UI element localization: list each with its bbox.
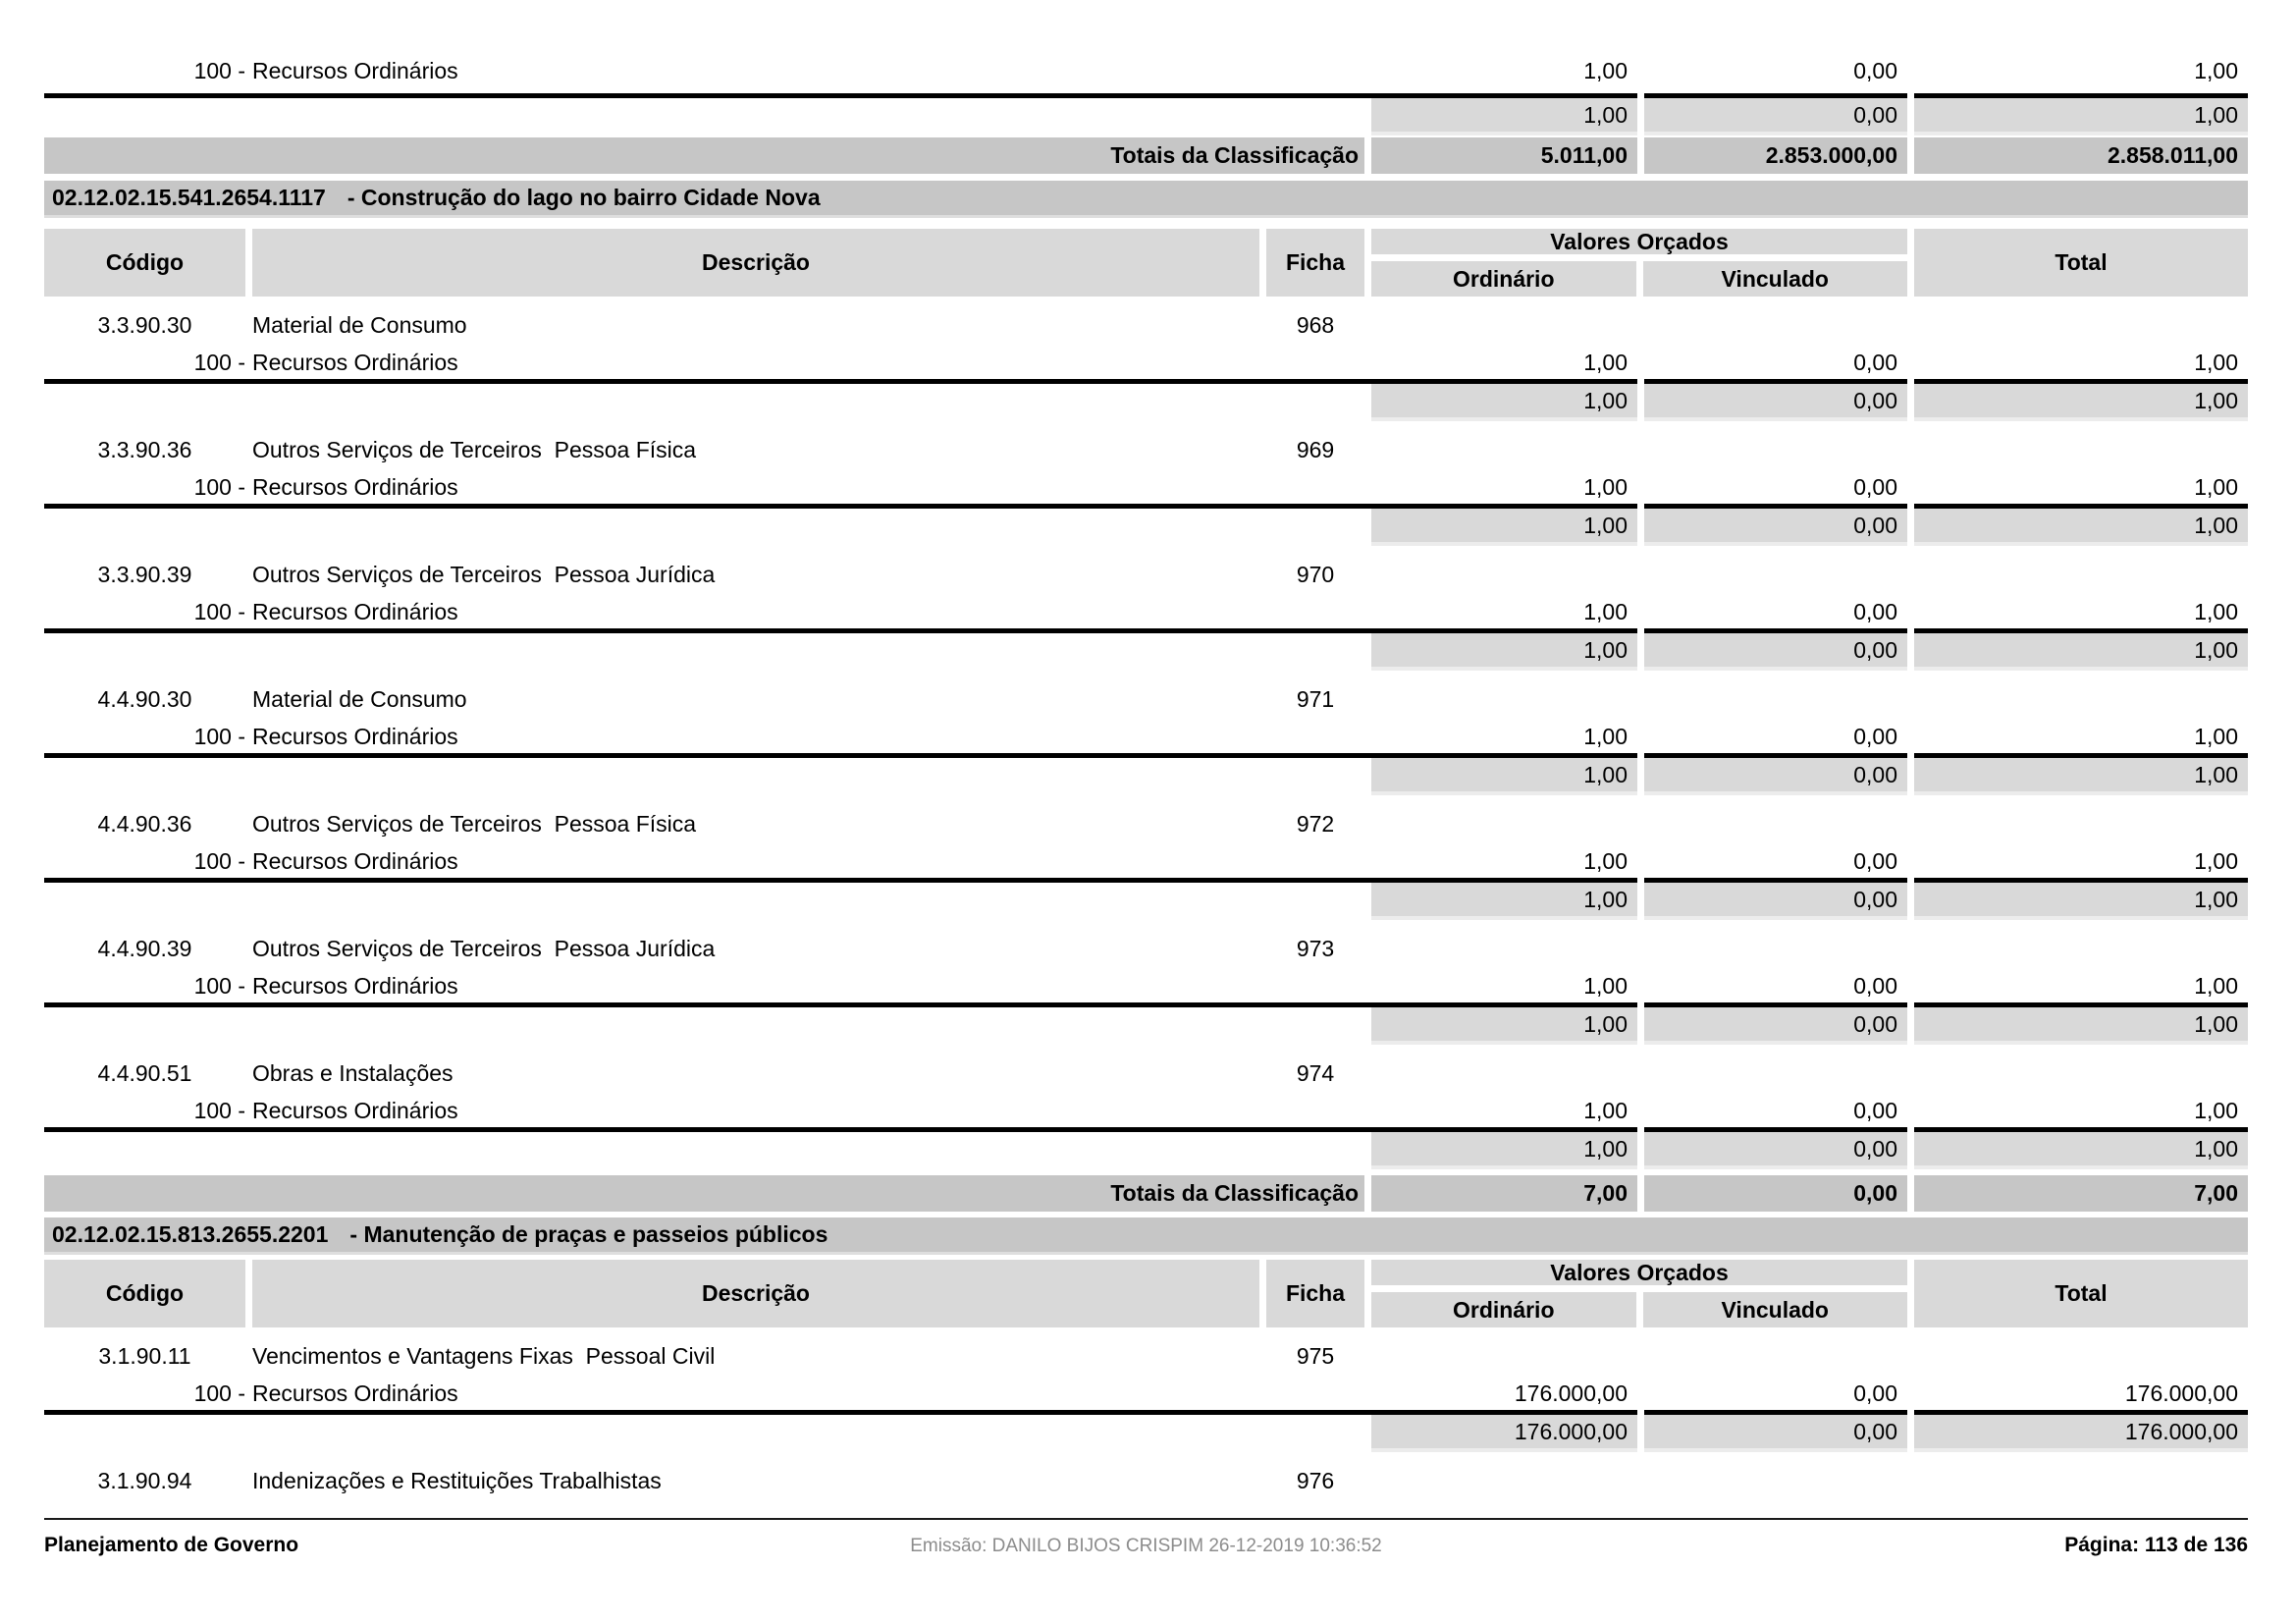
source-code: 100 -: [193, 350, 245, 375]
total-value: 1,00: [2194, 724, 2238, 749]
vinculado-value: 0,00: [1853, 724, 1897, 749]
subtotal-vinculado: 0,00: [1644, 758, 1907, 795]
subtotal-row: [0, 883, 2296, 920]
subtotal-spacer: [44, 98, 1364, 135]
source-code: 100 -: [193, 724, 245, 749]
total-value: 1,00: [2194, 350, 2238, 375]
ordinario-value: 1,00: [1583, 350, 1628, 375]
codigo: 4.4.90.30: [97, 686, 192, 712]
subtotal-vinculado: 0,00: [1644, 384, 1907, 421]
col-total: Total: [1914, 1260, 2248, 1327]
source-name: Recursos Ordinários: [252, 599, 458, 624]
subtotal-vinculado: 0,00: [1644, 883, 1907, 920]
totals-label: Totais da Classificação: [44, 1175, 1364, 1212]
subtotal-ordinario: 1,00: [1371, 758, 1637, 795]
subtotal-ordinario: 1,00: [1371, 633, 1637, 671]
vinculado-value: 0,00: [1853, 1380, 1897, 1406]
subtotal-total: 1,00: [1914, 1007, 2248, 1045]
col-descricao: Descrição: [252, 229, 1259, 297]
vinculado-value: 0,00: [1853, 350, 1897, 375]
totals-total: 7,00: [1914, 1175, 2248, 1212]
subtotal-ordinario: 1,00: [1371, 1007, 1637, 1045]
source-name: Recursos Ordinários: [252, 1380, 458, 1406]
subtotal-total: 1,00: [1914, 98, 2248, 135]
subtotal-total: 1,00: [1914, 509, 2248, 546]
emission-info: Emissão: DANILO BIJOS CRISPIM 26-12-2019 10:36:52: [910, 1536, 1382, 1556]
section-header: [44, 1217, 2248, 1255]
ordinario-value: 1,00: [1583, 973, 1628, 999]
source-code: 100 -: [193, 474, 245, 500]
codigo: 3.1.90.11: [98, 1343, 191, 1369]
codigo: 4.4.90.39: [97, 936, 192, 961]
expense-row: [0, 421, 2296, 462]
source-code: 100 -: [193, 1098, 245, 1123]
col-ficha: Ficha: [1266, 1260, 1364, 1327]
codigo: 4.4.90.51: [97, 1060, 192, 1086]
expense-row: [0, 297, 2296, 338]
subtotal-row: [0, 1415, 2296, 1452]
source-name: Recursos Ordinários: [252, 973, 458, 999]
subtotal-total: 176.000,00: [1914, 1415, 2248, 1452]
source-row: [0, 587, 2296, 624]
page-footer: [44, 1518, 2248, 1559]
ficha: 969: [1296, 437, 1335, 462]
ordinario-value: 176.000,00: [1514, 1380, 1628, 1406]
section-title: - Manutenção de praças e passeios públicos: [349, 1221, 828, 1247]
col-ordinario: Ordinário: [1371, 261, 1636, 297]
source-row: [0, 837, 2296, 874]
descricao: Outros Serviços de Terceiros Pessoa Física: [252, 437, 697, 462]
source-code: 100 -: [193, 58, 245, 83]
source-row: [0, 961, 2296, 999]
footer-text-row: [44, 1534, 2248, 1559]
section-code: 02.12.02.15.541.2654.1117: [52, 185, 326, 210]
codigo: 3.3.90.30: [97, 312, 192, 338]
total-value: 1,00: [2194, 58, 2238, 83]
expense-row: [0, 1327, 2296, 1369]
source-row: [0, 338, 2296, 375]
ficha: 974: [1296, 1060, 1335, 1086]
source-row: [0, 1369, 2296, 1406]
total-value: 1,00: [2194, 848, 2238, 874]
source-row: [0, 712, 2296, 749]
table-header: [0, 1260, 2296, 1327]
source-row: [0, 462, 2296, 500]
subtotal-ordinario: 1,00: [1371, 1132, 1637, 1169]
expense-row: [0, 920, 2296, 961]
table-header: [0, 229, 2296, 297]
source-name: Recursos Ordinários: [252, 350, 458, 375]
total-value: 176.000,00: [2124, 1380, 2238, 1406]
source-name: Recursos Ordinários: [252, 848, 458, 874]
ordinario-value: 1,00: [1583, 848, 1628, 874]
subtotal-ordinario: 1,00: [1371, 98, 1637, 135]
totals-ordinario: 5.011,00: [1371, 137, 1637, 174]
descricao: Outros Serviços de Terceiros Pessoa Jurídica: [252, 936, 716, 961]
subtotal-vinculado: 0,00: [1644, 1415, 1907, 1452]
descricao: Material de Consumo: [252, 312, 467, 338]
descricao: Outros Serviços de Terceiros Pessoa Jurídica: [252, 562, 716, 587]
col-valores-orcados: Valores Orçados: [1371, 1260, 1907, 1285]
vinculado-value: 0,00: [1853, 599, 1897, 624]
subtotal-ordinario: 1,00: [1371, 883, 1637, 920]
totals-label: Totais da Classificação: [44, 137, 1364, 174]
ficha-empty: [1266, 57, 1364, 84]
subtotal-ordinario: 176.000,00: [1371, 1415, 1637, 1452]
ficha: 970: [1296, 562, 1335, 587]
report-name: Planejamento de Governo: [44, 1534, 299, 1556]
footer-divider: [44, 1518, 2248, 1520]
subtotal-vinculado: 0,00: [1644, 1007, 1907, 1045]
source-code: 100 -: [193, 973, 245, 999]
totals-ordinario: 7,00: [1371, 1175, 1637, 1212]
valores-subcolumns: [1371, 1292, 1907, 1327]
totals-vinculado: 0,00: [1644, 1175, 1907, 1212]
vinculado-value: 0,00: [1853, 848, 1897, 874]
source-code: 100 -: [193, 1380, 245, 1406]
subtotal-total: 1,00: [1914, 758, 2248, 795]
section-header: [44, 181, 2248, 218]
subtotal-row: [0, 1007, 2296, 1045]
subtotal-row: [0, 758, 2296, 795]
source-code: 100 -: [193, 848, 245, 874]
total-value: 1,00: [2194, 973, 2238, 999]
vinculado-value: 0,00: [1853, 1098, 1897, 1123]
ordinario-value: 1,00: [1583, 599, 1628, 624]
ficha: 971: [1296, 686, 1335, 712]
col-vinculado: Vinculado: [1643, 261, 1908, 297]
carryover-source-row: [0, 0, 2296, 84]
totals-total: 2.858.011,00: [1914, 137, 2248, 174]
vinculado-value: 0,00: [1853, 474, 1897, 500]
subtotal-row: [0, 1132, 2296, 1169]
descricao: Material de Consumo: [252, 686, 467, 712]
ordinario-value: 1,00: [1583, 58, 1628, 83]
expense-row: [0, 1452, 2296, 1493]
page-number: Página: 113 de 136: [2064, 1534, 2248, 1556]
totals-vinculado: 2.853.000,00: [1644, 137, 1907, 174]
total-value: 1,00: [2194, 1098, 2238, 1123]
valores-orcados-group: [1371, 229, 1907, 297]
source-code: 100 -: [193, 599, 245, 624]
subtotal-row: [0, 98, 2296, 135]
classification-totals-row: [0, 137, 2296, 174]
ficha: 968: [1296, 312, 1335, 338]
valores-subcolumns: [1371, 261, 1907, 297]
col-descricao: Descrição: [252, 1260, 1259, 1327]
expense-row: [0, 546, 2296, 587]
source-name: Recursos Ordinários: [252, 1098, 458, 1123]
descricao: Outros Serviços de Terceiros Pessoa Física: [252, 811, 697, 837]
expense-row: [0, 1045, 2296, 1086]
subtotal-row: [0, 509, 2296, 546]
codigo: 3.1.90.94: [97, 1468, 192, 1493]
subtotal-vinculado: 0,00: [1644, 509, 1907, 546]
ordinario-value: 1,00: [1583, 724, 1628, 749]
subtotal-total: 1,00: [1914, 384, 2248, 421]
col-ficha: Ficha: [1266, 229, 1364, 297]
ficha: 975: [1296, 1343, 1335, 1369]
subtotal-total: 1,00: [1914, 1132, 2248, 1169]
source-row: [0, 1086, 2296, 1123]
col-vinculado: Vinculado: [1643, 1292, 1908, 1327]
col-valores-orcados: Valores Orçados: [1371, 229, 1907, 254]
source-name: Recursos Ordinários: [252, 724, 458, 749]
codigo: 4.4.90.36: [97, 811, 192, 837]
total-value: 1,00: [2194, 474, 2238, 500]
subtotal-row: [0, 384, 2296, 421]
subtotal-vinculado: 0,00: [1644, 633, 1907, 671]
subtotal-vinculado: 0,00: [1644, 1132, 1907, 1169]
section-code: 02.12.02.15.813.2655.2201: [52, 1221, 329, 1247]
descricao: Indenizações e Restituições Trabalhistas: [252, 1468, 662, 1493]
codigo: 3.3.90.36: [97, 437, 192, 462]
subtotal-vinculado: 0,00: [1644, 98, 1907, 135]
expense-row: [0, 795, 2296, 837]
subtotal-row: [0, 633, 2296, 671]
expense-row: [0, 671, 2296, 712]
valores-orcados-group: [1371, 1260, 1907, 1327]
vinculado-value: 0,00: [1853, 973, 1897, 999]
descricao: Obras e Instalações: [252, 1060, 454, 1086]
subtotal-total: 1,00: [1914, 883, 2248, 920]
ficha: 973: [1296, 936, 1335, 961]
ficha: 972: [1296, 811, 1335, 837]
subtotal-ordinario: 1,00: [1371, 384, 1637, 421]
vinculado-value: 0,00: [1853, 58, 1897, 83]
section-title: - Construção do lago no bairro Cidade Nova: [347, 185, 821, 210]
source-name: Recursos Ordinários: [252, 58, 458, 83]
total-value: 1,00: [2194, 599, 2238, 624]
ordinario-value: 1,00: [1583, 1098, 1628, 1123]
ordinario-value: 1,00: [1583, 474, 1628, 500]
subtotal-ordinario: 1,00: [1371, 509, 1637, 546]
source-name: Recursos Ordinários: [252, 474, 458, 500]
col-codigo: Código: [44, 1260, 245, 1327]
subtotal-total: 1,00: [1914, 633, 2248, 671]
classification-totals-row: [0, 1175, 2296, 1212]
codigo: 3.3.90.39: [97, 562, 192, 587]
descricao: Vencimentos e Vantagens Fixas Pessoal Civil: [252, 1343, 716, 1369]
col-codigo: Código: [44, 229, 245, 297]
col-ordinario: Ordinário: [1371, 1292, 1636, 1327]
col-total: Total: [1914, 229, 2248, 297]
ficha: 976: [1296, 1468, 1335, 1493]
